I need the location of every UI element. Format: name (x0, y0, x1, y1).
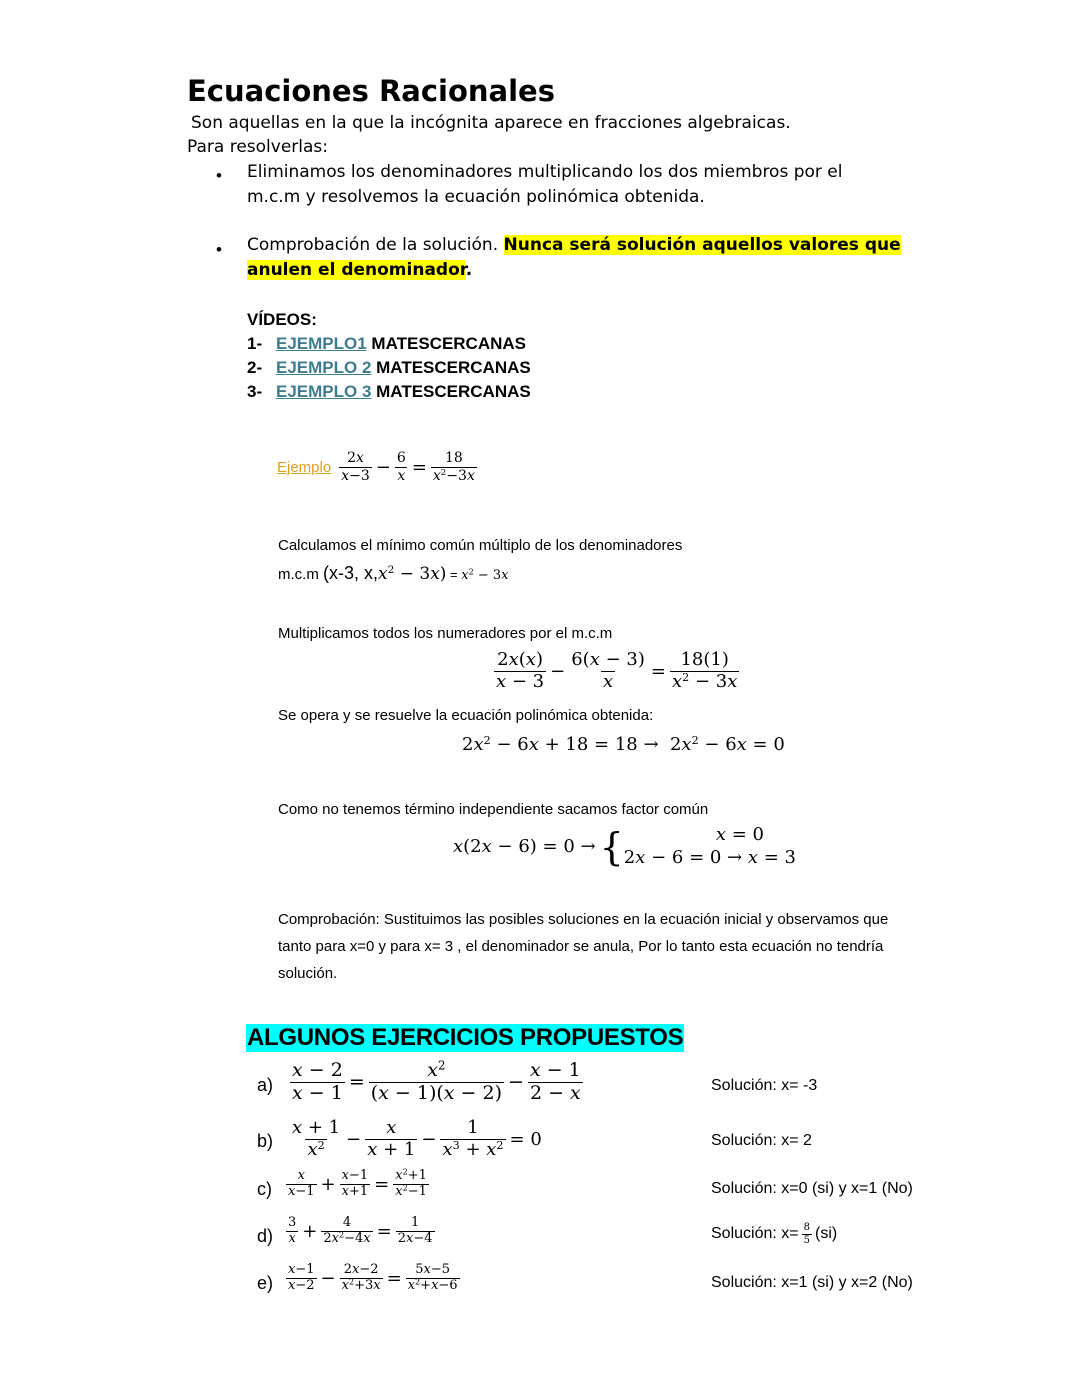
check-line-1: Comprobación: Sustituimos las posibles soluciones en la ecuación inicial y observamos que (278, 911, 889, 928)
exercise-c-equation: $\frac{x}{x-1}$ + $\frac{x-1}{x+1}$ = $\frac{x^2+1}{x^2-1}$ (288, 1167, 427, 1199)
example-equation: $\frac{2x}{x-3}$ − $\frac{6}{x}$ = $\frac{18}{x^2-3x}$ (341, 450, 475, 484)
mcm-args: (x-3, x, (323, 563, 379, 583)
example-link[interactable]: Ejemplo (277, 458, 332, 476)
video-suffix: MATESCERCANAS (371, 382, 531, 401)
video-num: 3- (247, 382, 263, 401)
video-suffix: MATESCERCANAS (371, 358, 531, 377)
exercise-label: d) (257, 1226, 274, 1246)
step-4-equation: x(2x − 6) = 0 → { x = 0 2x − 6 = 0 → x = 3 (453, 824, 796, 869)
exercise-d-equation: $\frac{3}{x}$ + $\frac{4}{2x^2-4x}$ = $\frac{1}{2x-4}$ (288, 1215, 433, 1246)
step-2-text: Multiplicamos todos los numeradores por el m.c.m (278, 625, 613, 642)
exercise-label: b) (257, 1131, 274, 1151)
mcm-expr: $x^2 - 3x$) (378, 564, 447, 584)
exercise-solution: Solución: x= -3 (711, 1077, 818, 1094)
video-num: 2- (247, 358, 263, 377)
step-2-equation: $\frac{2x(x)}{x - 3}$ − $\frac{6(x - 3)}{x}$ = $\frac{18(1)}{x^2 - 3x}$ (496, 649, 738, 692)
video-link-1[interactable]: EJEMPLO1 (276, 334, 367, 353)
video-item (247, 358, 531, 378)
exercise-label: e) (257, 1273, 274, 1293)
bullet-dot: • (216, 166, 222, 185)
step-3-equation: $2x^2 - 6x + 18 = 18 \to 2x^2 - 6x = 0$ (462, 733, 785, 755)
video-link-2[interactable]: EJEMPLO 2 (276, 358, 372, 377)
mcm-row (278, 563, 509, 584)
bullet-2-end: . (465, 260, 473, 280)
bullet-1-line-1: Eliminamos los denominadores multiplicando los dos miembros por el (247, 162, 843, 182)
to-solve-text: Para resolverlas: (187, 137, 329, 157)
bullet-2-text: Comprobación de la solución. (247, 235, 504, 255)
bullet-2-line-1 (247, 235, 901, 255)
mcm-prefix: m.c.m (278, 566, 319, 583)
videos-heading: VÍDEOS: (247, 310, 317, 329)
video-suffix: MATESCERCANAS (366, 334, 527, 353)
mcm-equals: = (446, 567, 462, 582)
bullet-2-highlight: Nunca será solución aquellos valores que (503, 235, 901, 255)
exercise-label: c) (257, 1179, 272, 1199)
video-item (247, 382, 531, 402)
video-num: 1- (247, 334, 263, 353)
bullet-2-highlight: anulen el denominador (247, 260, 466, 280)
bullet-2-line-2 (247, 260, 472, 280)
step-3-text: Se opera y se resuelve la ecuación polinómica obtenida: (278, 707, 654, 724)
mcm-result: $x^2 - 3x$ (461, 567, 509, 583)
exercise-label: a) (257, 1075, 274, 1095)
exercise-solution: Solución: x= 2 (711, 1132, 812, 1149)
exercise-e-equation: $\frac{x-1}{x-2}$ − $\frac{2x-2}{x^2+3x}$ = $\frac{5x-5}{x^2+x-6}$ (288, 1262, 458, 1293)
step-4-text: Como no tenemos término independiente sacamos factor común (278, 801, 709, 818)
exercise-a-equation: $\frac{x - 2}{x - 1}$ = $\frac{x^2}{(x - 1)(x - 2)}$ − $\frac{x - 1}{2 - x}$ (292, 1058, 581, 1104)
exercises-heading: ALGUNOS EJERCICIOS PROPUESTOS (247, 1024, 684, 1051)
check-line-2: tanto para x=0 y para x= 3 , el denominador se anula, Por lo tanto esta ecuación no tendría (278, 938, 884, 955)
video-link-3[interactable]: EJEMPLO 3 (276, 382, 372, 401)
solution-den: 5 (803, 1234, 810, 1246)
exercise-solution: Solución: x=0 (si) y x=1 (No) (711, 1180, 913, 1197)
check-line-3: solución. (278, 965, 338, 982)
solution-suffix: (si) (814, 1225, 838, 1242)
example-row (277, 444, 477, 490)
intro-text: Son aquellas en la que la incógnita aparece en fracciones algebraicas. (191, 113, 791, 133)
exercise-solution (711, 1222, 837, 1246)
exercise-b-equation: $\frac{x + 1}{x^2}$ − $\frac{x}{x + 1}$ − $\frac{1}{x^3 + x^2}$ = 0 (292, 1117, 542, 1160)
video-item (247, 334, 526, 354)
exercise-solution: Solución: x=1 (si) y x=2 (No) (711, 1274, 913, 1291)
bullet-1-line-2: m.c.m y resolvemos la ecuación polinómica obtenida. (247, 187, 705, 207)
solution-num: 8 (803, 1222, 810, 1233)
solution-prefix: Solución: x= (711, 1225, 799, 1242)
page-title: Ecuaciones Racionales (187, 74, 555, 108)
bullet-dot: • (216, 240, 222, 259)
step-1-text: Calculamos el mínimo común múltiplo de los denominadores (278, 537, 683, 554)
